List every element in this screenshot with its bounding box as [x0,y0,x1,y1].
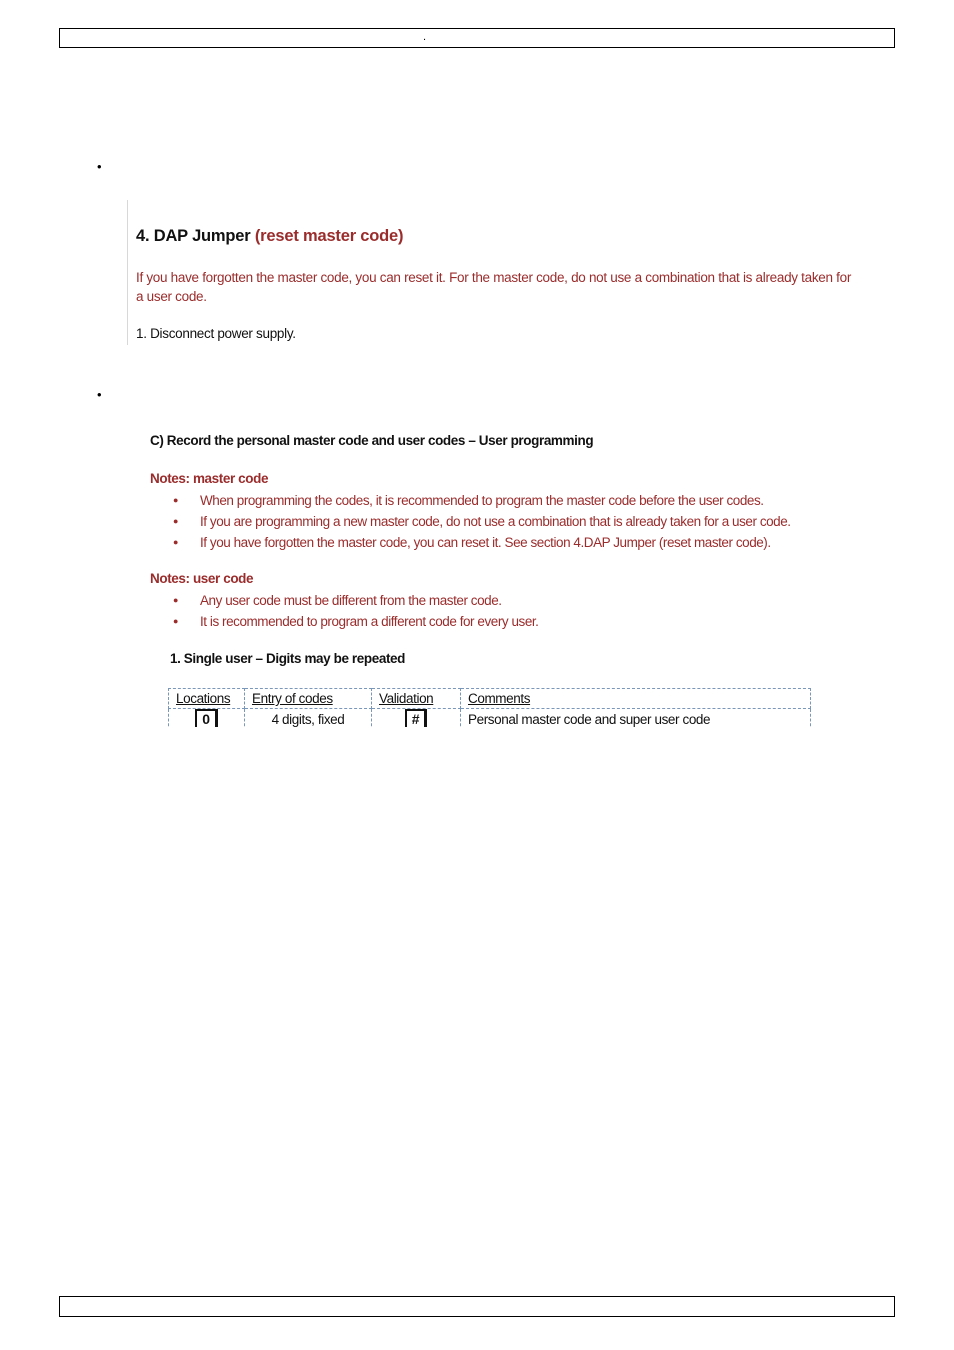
page-footer-frame [59,1296,895,1317]
column-header-validation: Validation [372,689,461,709]
section-heading-highlight: (reset master code) [254,227,404,245]
validation-cell [372,709,461,728]
header-mark: . [423,31,427,43]
column-header-entry: Entry of codes [245,689,372,709]
list-item: ● If you have forgotten the master code, you can reset it. See section 4.DAP Jumper (reset master code). [173,532,791,553]
notes-user-list [173,590,538,632]
notes-master-title: Notes: master code [150,471,269,486]
section-heading-number: 4. DAP Jumper [136,227,251,245]
section-heading [136,227,403,246]
key-0-icon: 0 [195,709,217,727]
single-user-heading: 1. Single user – Digits may be repeated [170,651,405,666]
notes-user-title: Notes: user code [150,571,254,586]
column-header-locations: Locations [169,689,245,709]
step-disconnect-power: 1. Disconnect power supply. [136,326,296,341]
bullet-marker: • [97,159,102,174]
reset-paragraph: If you have forgotten the master code, you can reset it. For the master code, do not use a combination that is already taken for a user code. [136,270,852,304]
programming-heading: C) Record the personal master code and user codes – User programming [150,433,594,448]
list-item: ● When programming the codes, it is recommended to program the master code before the user codes. [173,490,791,511]
embedded-excerpt-dap-jumper [127,200,868,345]
location-cell [169,709,245,728]
comment-cell: Personal master code and super user code [461,709,811,728]
notes-master-list [173,490,791,553]
list-item: ● It is recommended to program a different code for every user. [173,611,538,632]
column-header-comments: Comments [461,689,811,709]
list-item: ● If you are programming a new master code, do not use a combination that is already taken for a user code. [173,511,791,532]
table-row [169,709,811,728]
key-hash-icon: # [405,709,427,727]
codes-table [168,688,811,727]
entry-cell: 4 digits, fixed [245,709,372,728]
bullet-marker: • [97,387,102,402]
table-header-row [169,689,811,709]
embedded-excerpt-user-programming [140,425,830,727]
page-header-frame [59,28,895,48]
list-item: ● Any user code must be different from the master code. [173,590,538,611]
